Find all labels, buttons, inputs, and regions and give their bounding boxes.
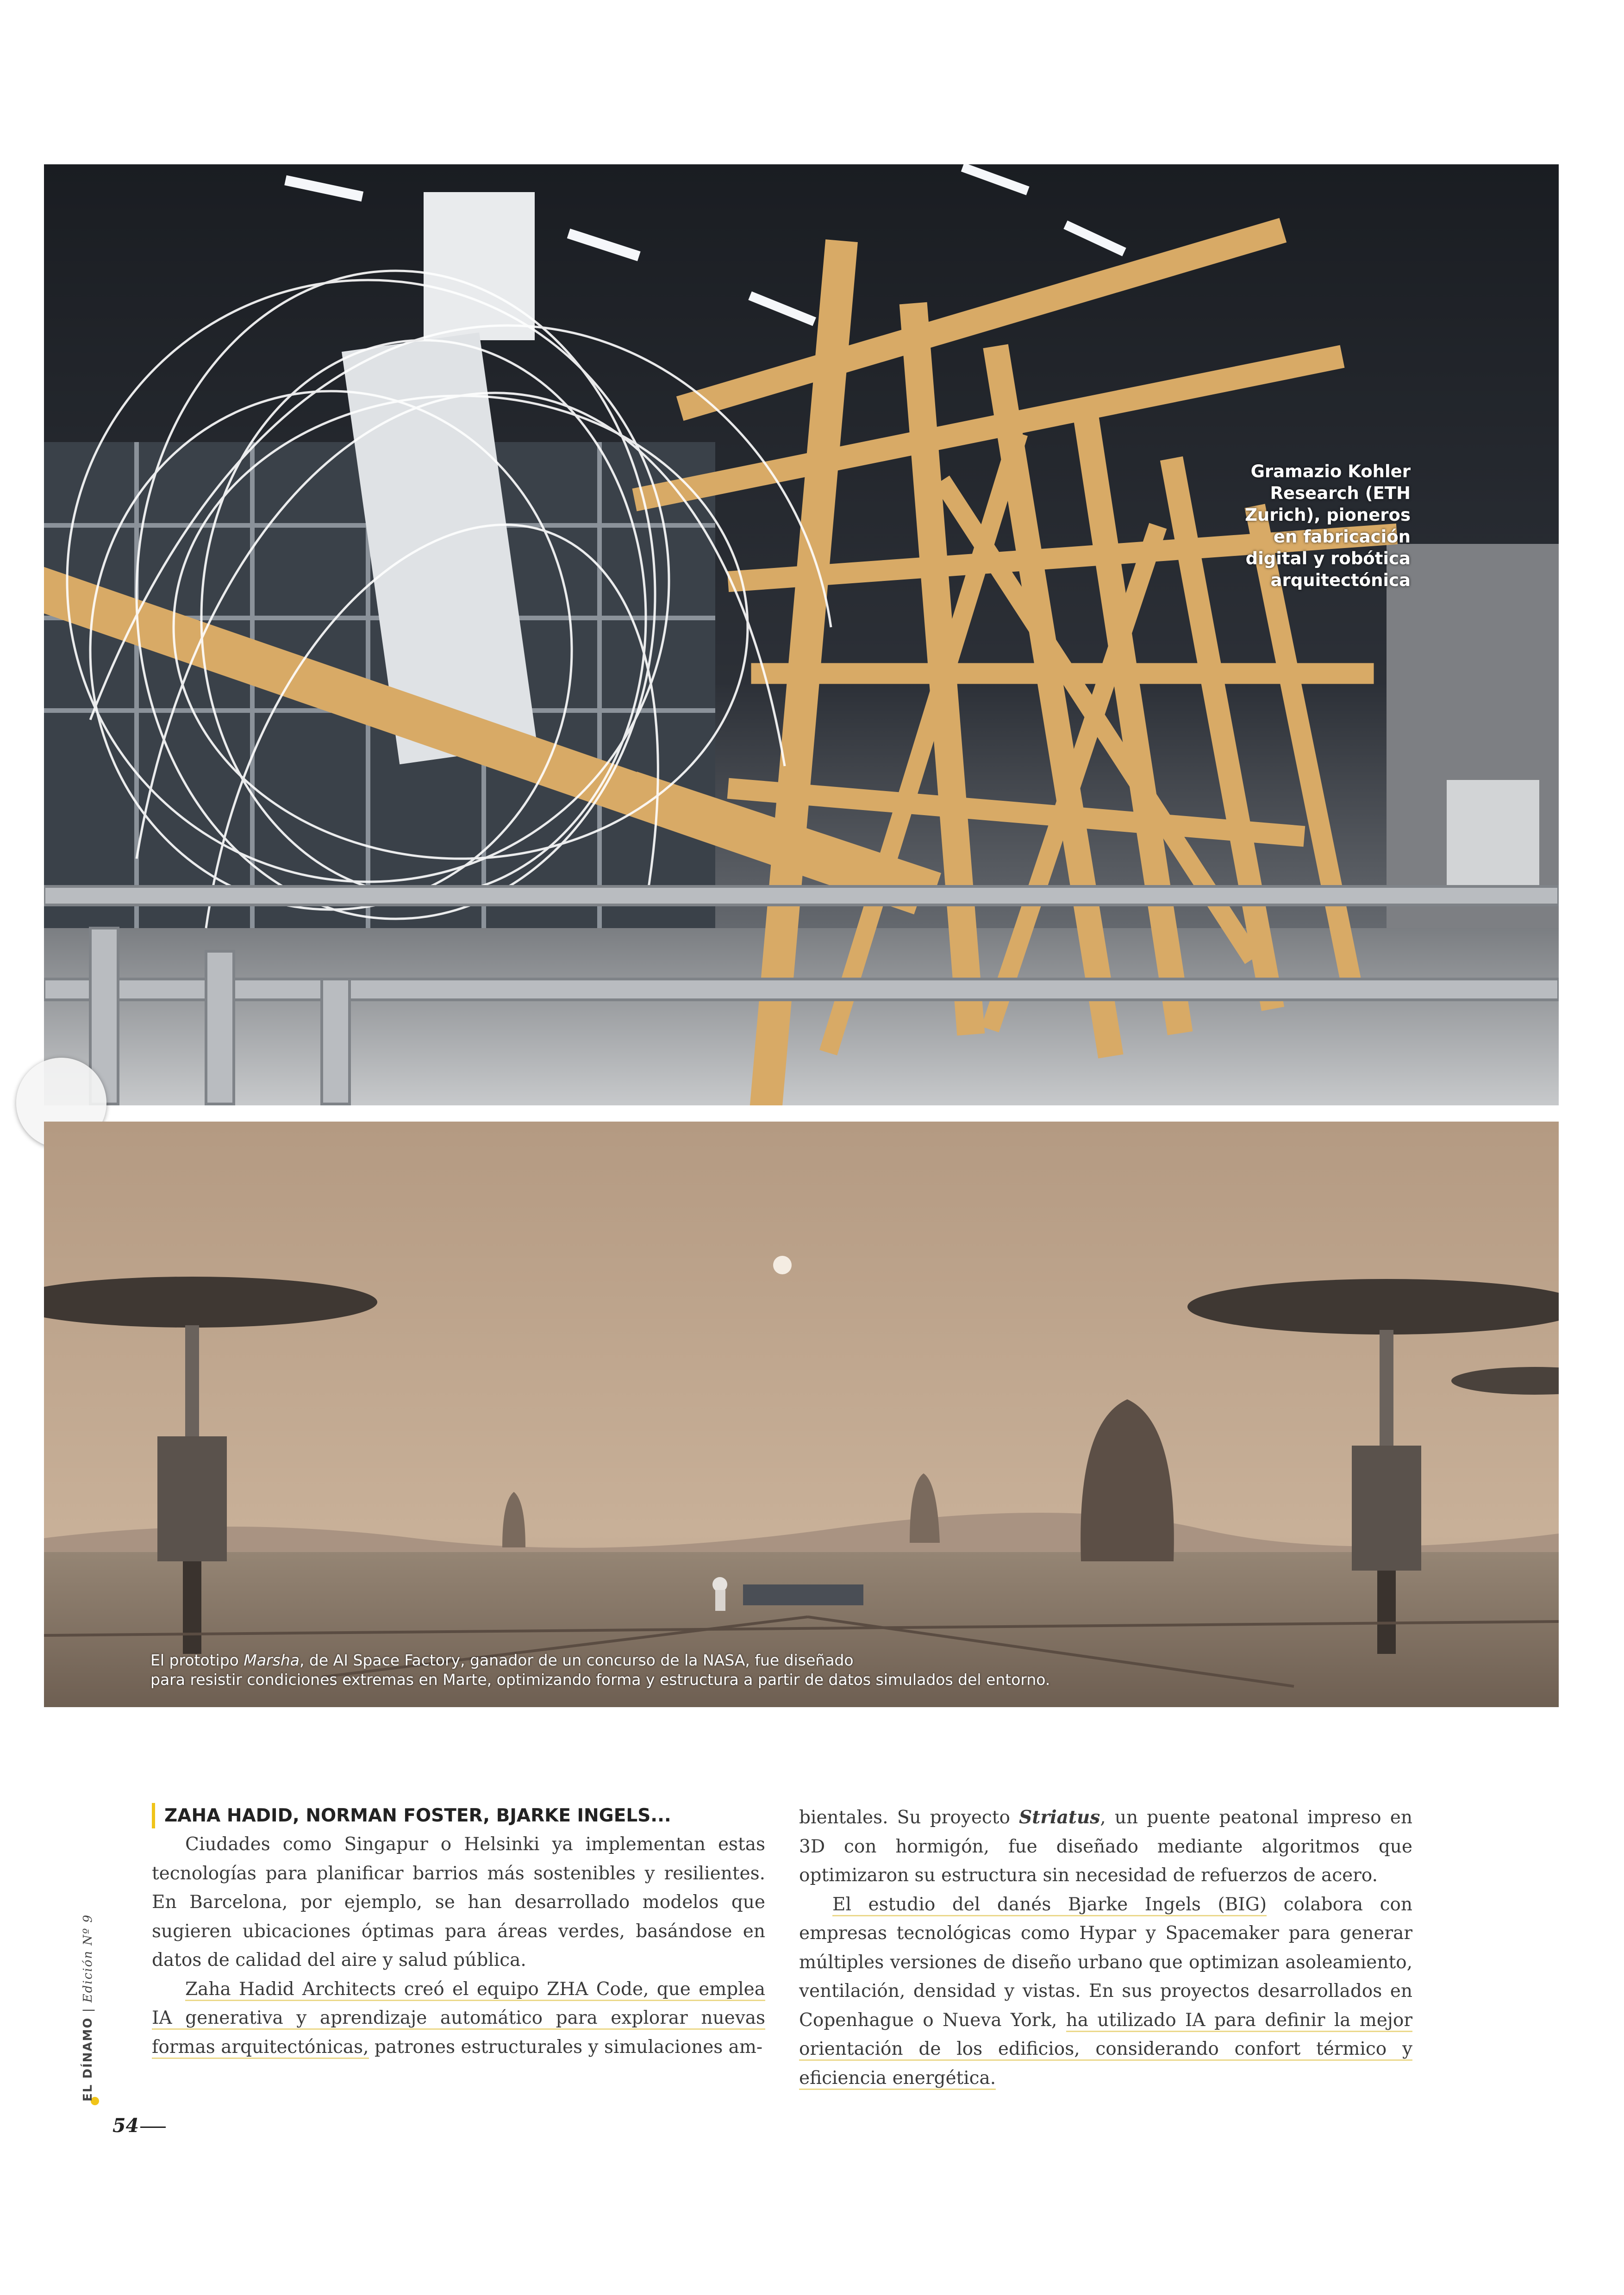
page-number: 54	[112, 2114, 139, 2137]
paragraph-text: colabora con empresas tecnológicas como Hypar y Spacemaker para generar múltiples versiones de diseño urbano que optimizan asoleamiento, ventilación, densidad y vistas. En sus proyectos desarrollados en Copenhague o Nueva York,	[799, 1894, 1413, 2031]
paragraph-text: , un puente peatonal impreso en 3D con hormigón, fue diseñado mediante algoritmos que optimizaron su estructura sin necesidad de refuerzos de acero.	[799, 1807, 1412, 1886]
mars-habitat-render	[44, 1122, 1559, 1707]
article-column-2	[799, 1803, 1412, 2093]
photo1-caption: Gramazio Kohler Research (ETH Zurich), pioneros en fabricación digital y robótica arquitectónica	[1245, 461, 1411, 590]
timber-robotics-photo	[44, 164, 1559, 1105]
caption-text: para resistir condiciones extremas en Marte, optimizando forma y estructura a partir de datos simulados del entorno.	[150, 1671, 1050, 1689]
running-footer: EL DÍNAMO | Edición Nº 9	[81, 1914, 95, 2102]
edition-label: Edición Nº 9	[81, 1914, 95, 2003]
paragraph	[799, 1890, 1412, 2093]
caption-text: , de AI Space Factory, ganador de un concurso de la NASA, fue diseñado	[299, 1651, 854, 1669]
highlighted-text: ha utilizado IA para definir la mejor orientación de los edificios, considerando confort térmico y eficiencia energética.	[799, 2010, 1412, 2090]
top-margin	[0, 0, 1624, 121]
magazine-name: EL DÍNAMO	[81, 2017, 95, 2102]
paragraph	[152, 1975, 765, 2062]
section-heading: ZAHA HADID, NORMAN FOSTER, BJARKE INGELS...	[152, 1803, 765, 1828]
paragraph: Ciudades como Singapur o Helsinki ya implementan estas tecnologías para planificar barrios más sostenibles y resilientes. En Barcelona, por ejemplo, se han desarrollado modelos que sugieren ubicaciones óptimas para áreas verdes, basándose en datos de calidad del aire y salud pública.	[152, 1834, 765, 1971]
caption-text: El prototipo	[150, 1651, 244, 1669]
highlighted-text: Zaha Hadid Architects creó el equipo ZHA Code, que emplea IA generativa y aprendizaje automático para explorar nuevas formas arquitectónicas,	[152, 1979, 765, 2059]
article-column-1	[152, 1803, 765, 2062]
paragraph	[799, 1803, 1412, 1890]
paragraph-text: bientales. Su proyecto	[799, 1807, 1019, 1828]
page-number-rule	[140, 2127, 166, 2128]
paragraph-text: patrones estructurales y simulaciones am-	[369, 2036, 763, 2058]
highlighted-text: El estudio del danés Bjarke Ingels (BIG)	[832, 1894, 1267, 1916]
photo2-caption	[150, 1651, 1262, 1690]
project-name: Striatus	[1019, 1807, 1100, 1828]
caption-emphasis: Marsha	[244, 1651, 300, 1669]
